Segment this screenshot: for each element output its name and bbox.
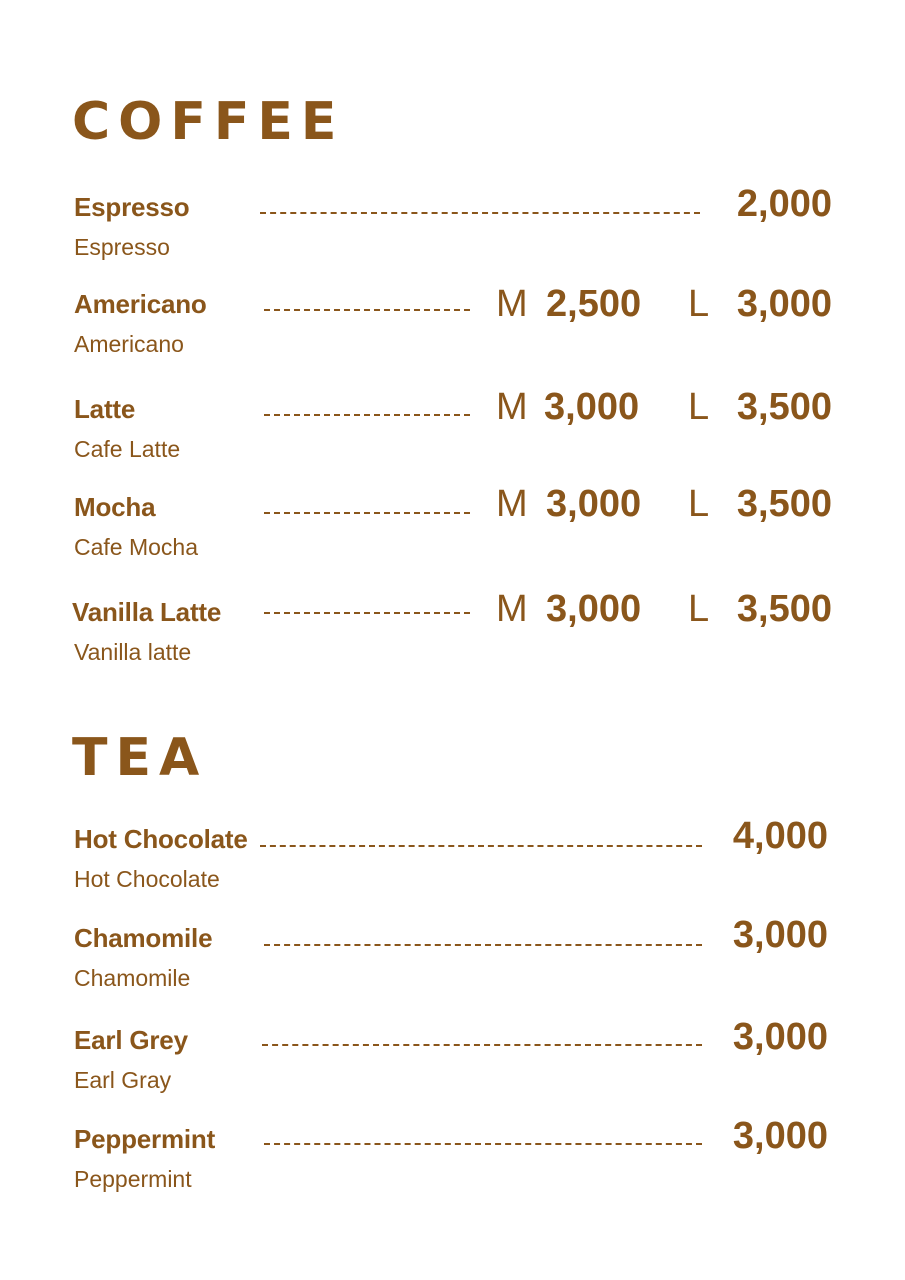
- size-medium-label: M: [496, 483, 528, 525]
- item-name: Chamomile: [74, 923, 213, 953]
- size-large-label: L: [688, 283, 710, 325]
- item-name: Americano: [74, 289, 207, 319]
- price-large: 3,500: [736, 483, 832, 525]
- item-subtitle: Peppermint: [74, 1166, 192, 1192]
- item-name: Espresso: [74, 192, 190, 222]
- item-price: 4,000: [732, 815, 828, 857]
- price-medium: 2,500: [546, 283, 642, 325]
- price-medium: 3,000: [546, 483, 642, 525]
- menu-item-americano: [72, 283, 832, 367]
- item-price: 3,000: [732, 1115, 828, 1157]
- size-large-label: L: [688, 483, 710, 525]
- item-subtitle: Espresso: [74, 234, 170, 260]
- price-medium: 3,000: [544, 386, 640, 428]
- item-price: 3,000: [732, 914, 828, 956]
- price-medium: 3,000: [546, 588, 642, 630]
- tea-section-title: TEA: [72, 728, 208, 788]
- menu-item-espresso: [72, 183, 832, 270]
- menu-item-hot-chocolate: [72, 815, 832, 902]
- item-price: 3,000: [732, 1016, 828, 1058]
- item-subtitle: Vanilla latte: [74, 639, 192, 665]
- dotted-leader: [260, 845, 702, 847]
- dotted-leader: [264, 944, 702, 946]
- size-medium-label: M: [496, 283, 528, 325]
- price-large: 3,500: [736, 588, 832, 630]
- menu-item-latte: [72, 386, 832, 472]
- price-large: 3,000: [736, 283, 832, 325]
- price-large: 3,500: [736, 386, 832, 428]
- size-large-label: L: [688, 588, 710, 630]
- dotted-leader: [264, 414, 470, 416]
- item-subtitle: Americano: [74, 331, 184, 357]
- menu-item-peppermint: [72, 1115, 832, 1202]
- item-subtitle: Hot Chocolate: [74, 866, 220, 892]
- item-name: Hot Chocolate: [74, 824, 248, 854]
- dotted-leader: [264, 612, 470, 614]
- dotted-leader: [264, 1143, 702, 1145]
- size-large-label: L: [688, 386, 710, 428]
- item-name: Earl Grey: [74, 1025, 188, 1055]
- item-subtitle: Cafe Latte: [74, 436, 181, 462]
- menu-item-vanilla-latte: [72, 588, 832, 675]
- item-subtitle: Earl Gray: [74, 1067, 172, 1093]
- item-name: Latte: [74, 394, 136, 424]
- menu-item-mocha: [72, 483, 832, 570]
- coffee-section-title: COFFEE: [72, 92, 345, 152]
- menu-item-chamomile: [72, 914, 832, 1001]
- item-name: Peppermint: [74, 1124, 216, 1154]
- dotted-leader: [264, 512, 470, 514]
- dotted-leader: [260, 212, 700, 214]
- size-medium-label: M: [496, 588, 528, 630]
- item-subtitle: Chamomile: [74, 965, 191, 991]
- dotted-leader: [262, 1044, 702, 1046]
- item-name: Mocha: [74, 492, 156, 522]
- item-name: Vanilla Latte: [72, 597, 222, 627]
- menu-item-earl-grey: [72, 1016, 832, 1103]
- size-medium-label: M: [496, 386, 528, 428]
- item-price: 2,000: [736, 183, 832, 225]
- item-subtitle: Cafe Mocha: [74, 534, 199, 560]
- dotted-leader: [264, 309, 470, 311]
